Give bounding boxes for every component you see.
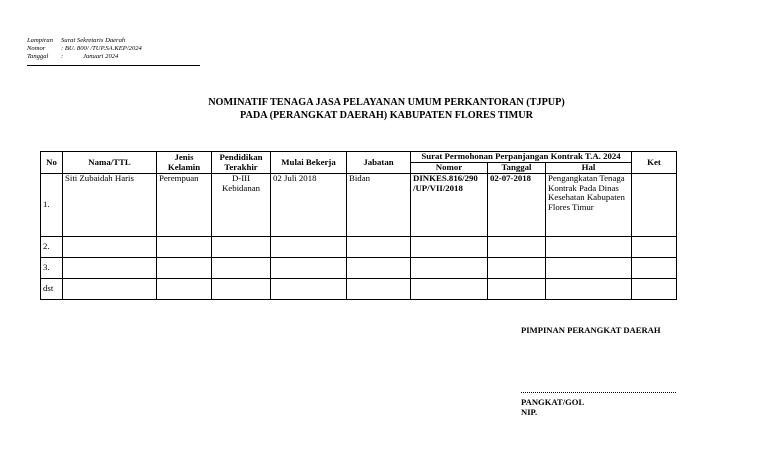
nomor-label: Nomor [27,45,46,52]
cell-empty [488,237,546,258]
signature-nip: NIP. [521,407,538,417]
cell-empty [63,258,157,279]
cell-empty [157,237,212,258]
cell-mulai-bekerja: 02 Juli 2018 [271,174,347,237]
cell-jabatan: Bidan [347,174,411,237]
tanggal-row [27,53,200,61]
cell-empty [271,237,347,258]
cell-empty [347,258,411,279]
header-tanggal: Tanggal [488,163,546,174]
cell-pendidikan: D-III Kebidanan [212,174,271,237]
cell-empty [271,258,347,279]
cell-no: dst [41,279,63,300]
header-hal: Hal [546,163,632,174]
cell-tanggal: 02-07-2018 [488,174,546,237]
signature-title: PIMPINAN PERANGKAT DAERAH [521,325,661,335]
cell-empty [546,258,632,279]
cell-hal: Pengangkatan Tenaga Kontrak Pada Dinas Kesehatan Kabupaten Flores Timur [546,174,632,237]
cell-empty [546,237,632,258]
cell-empty [157,279,212,300]
header-ket: Ket [632,152,677,174]
header-nama: Nama/TTL [63,152,157,174]
cell-empty [212,237,271,258]
tanggal-label: Tanggal [27,53,49,60]
cell-no: 1. [41,174,63,237]
cell-empty [212,279,271,300]
header-jabatan: Jabatan [347,152,411,174]
title-line-1: NOMINATIF TENAGA JASA PELAYANAN UMUM PERKANTORAN (TJPUP) [208,97,565,108]
header-jenis-kelamin: Jenis Kelamin [157,152,212,174]
nomor-value: : BU. 800/ /TUP.SA.KEP/2024 [61,45,142,52]
cell-empty [411,237,488,258]
table-row [41,258,677,279]
table-row [41,279,677,300]
table-row [41,237,677,258]
cell-empty [488,279,546,300]
lampiran-row [27,37,200,45]
cell-empty [411,279,488,300]
cell-empty [488,258,546,279]
cell-empty [632,258,677,279]
cell-no: 3. [41,258,63,279]
cell-empty [63,279,157,300]
cell-ket [632,174,677,237]
cell-empty [157,258,212,279]
lampiran-value: Surat Sekretaris Daerah [61,37,126,44]
cell-empty [347,237,411,258]
cell-empty [63,237,157,258]
cell-empty [411,258,488,279]
header-surat-permohonan: Surat Permohonan Perpanjangan Kontrak T.A. 2024 [411,152,632,163]
nomor-row [27,45,200,53]
cell-empty [347,279,411,300]
document-title [0,96,768,122]
tanggal-separator: : [61,53,64,60]
nominative-table [40,151,677,300]
cell-jenis-kelamin: Perempuan [157,174,212,237]
cell-no: 2. [41,237,63,258]
cell-empty [632,237,677,258]
header-mulai-bekerja: Mulai Bekerja [271,152,347,174]
cell-empty [546,279,632,300]
cell-empty [212,258,271,279]
header-nomor: Nomor [411,163,488,174]
cell-empty [632,279,677,300]
tanggal-value: Januari 2024 [83,53,119,60]
header-no: No [41,152,63,174]
signature-line [521,392,676,393]
signature-pangkat: PANGKAT/GOL [521,397,585,407]
header-pendidikan: Pendidikan Terakhir [212,152,271,174]
header-note [27,37,200,66]
cell-empty [271,279,347,300]
cell-nomor: DINKES.816/290 /UP/VII/2018 [411,174,488,237]
title-line-2: PADA (PERANGKAT DAERAH) KABUPATEN FLORES TIMUR [240,110,533,121]
lampiran-label: Lampiran [27,37,54,44]
cell-nama: Siti Zubaidah Haris [63,174,157,237]
table-row [41,174,677,237]
